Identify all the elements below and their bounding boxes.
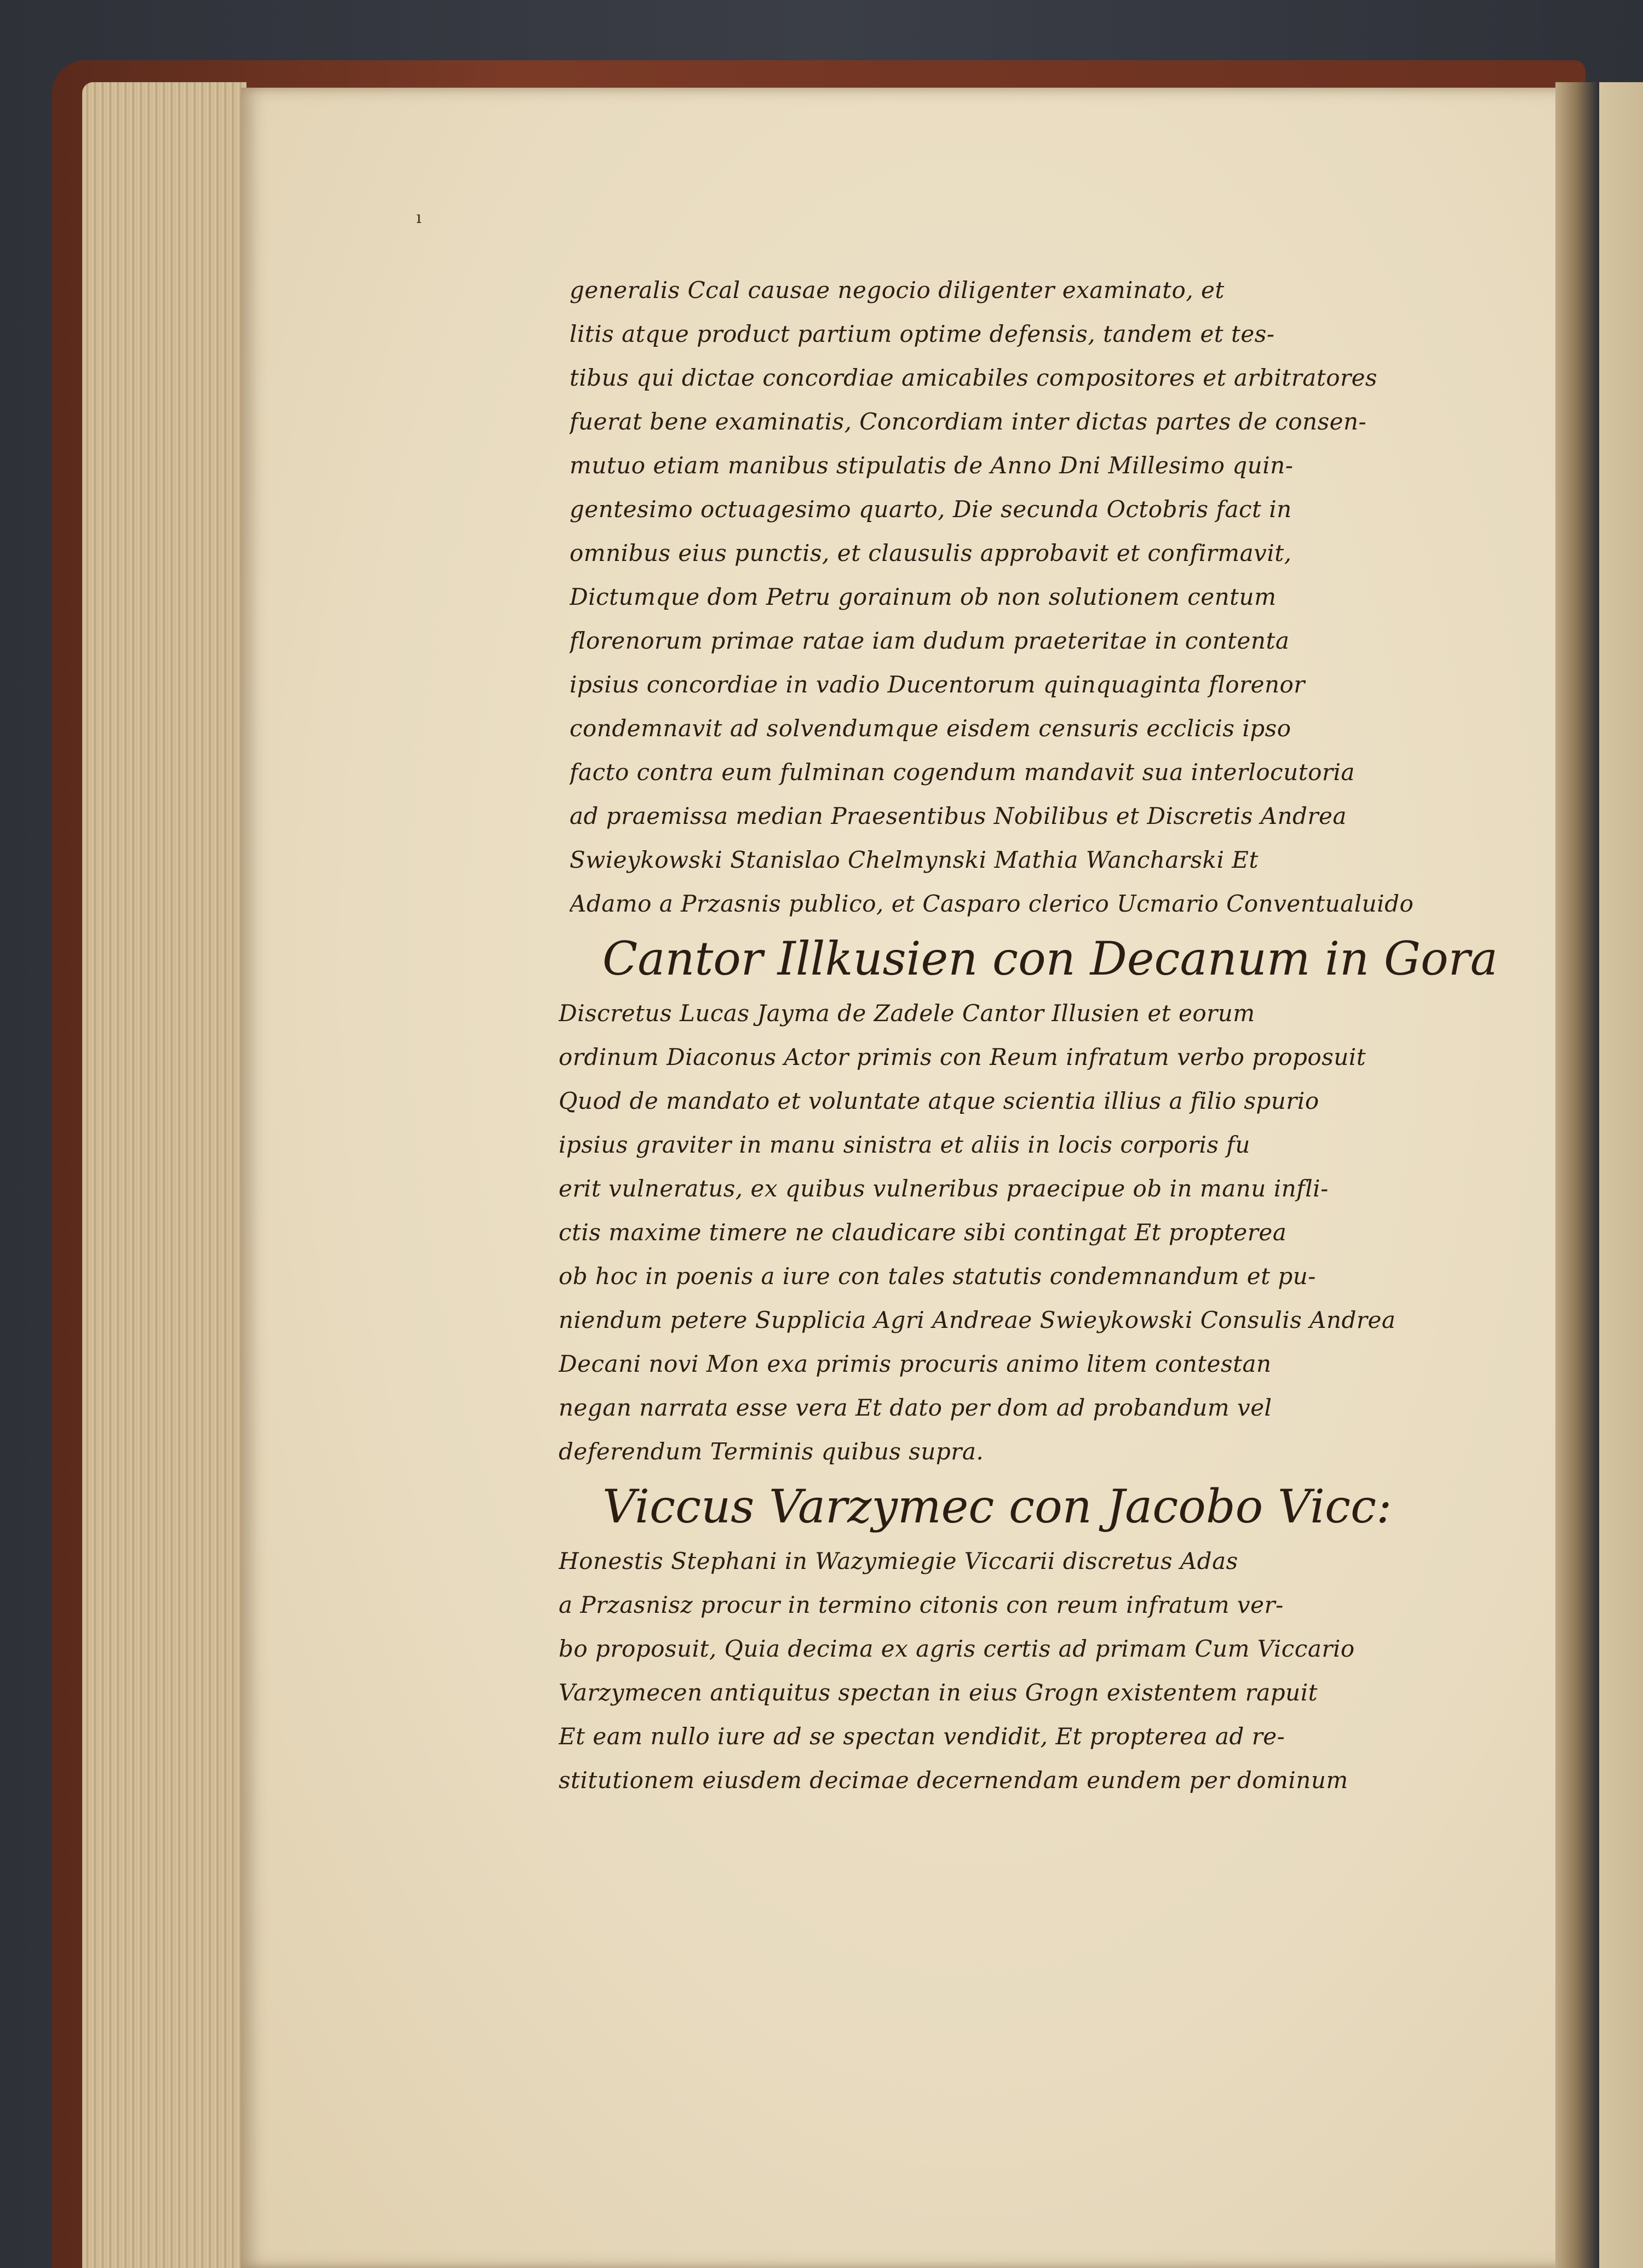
heading-2: Viccus Varzymec con Jacobo Vicc: — [602, 1480, 1392, 1533]
manuscript-line: Swieykowski Stanislao Chelmynski Mathia Wancharski Et — [570, 846, 1259, 873]
text-block-2 — [559, 992, 1490, 1474]
text-block-3 — [559, 1539, 1490, 1802]
heading-1: Cantor Illkusien con Decanum in Gora — [602, 932, 1498, 986]
manuscript-line: ctis maxime timere ne claudicare sibi contingat Et propterea — [559, 1219, 1287, 1246]
book-gutter — [1555, 82, 1599, 2268]
manuscript-line: fuerat bene examinatis, Concordiam inter dictas partes de consen- — [570, 408, 1367, 435]
manuscript-line: erit vulneratus, ex quibus vulneribus praecipue ob in manu infli- — [559, 1175, 1329, 1202]
manuscript-text — [559, 268, 1498, 1802]
manuscript-line: Adamo a Przasnis publico, et Casparo clerico Ucmario Conventualuido — [570, 890, 1414, 917]
manuscript-line: Quod de mandato et voluntate atque scientia illius a filio spurio — [559, 1087, 1319, 1114]
manuscript-line: bo proposuit, Quia decima ex agris certis ad primam Cum Viccario — [559, 1635, 1355, 1662]
manuscript-line: omnibus eius punctis, et clausulis approbavit et confirmavit, — [570, 540, 1292, 566]
manuscript-line: ordinum Diaconus Actor primis con Reum infratum verbo proposuit — [559, 1044, 1366, 1070]
manuscript-line: Discretus Lucas Jayma de Zadele Cantor Illusien et eorum — [559, 1000, 1255, 1027]
manuscript-line: negan narrata esse vera Et dato per dom ad probandum vel — [559, 1394, 1272, 1421]
manuscript-line: ob hoc in poenis a iure con tales statutis condemnandum et pu- — [559, 1263, 1316, 1290]
manuscript-line: generalis Ccal causae negocio diligenter examinato, et — [570, 277, 1225, 303]
manuscript-line: facto contra eum fulminan cogendum mandavit sua interlocutoria — [570, 759, 1355, 786]
manuscript-line: condemnavit ad solvendumque eisdem censuris ecclicis ipso — [570, 715, 1291, 742]
manuscript-line: ipsius graviter in manu sinistra et aliis in locis corporis fu — [559, 1131, 1250, 1158]
manuscript-line: tibus qui dictae concordiae amicabiles compositores et arbitratores — [570, 364, 1377, 391]
manuscript-line: deferendum Terminis quibus supra. — [559, 1438, 984, 1465]
manuscript-line: stitutionem eiusdem decimae decernendam eundem per dominum — [559, 1767, 1348, 1794]
ink-speck: ı — [416, 208, 422, 227]
manuscript-line: niendum petere Supplicia Agri Andreae Swieykowski Consulis Andrea — [559, 1307, 1396, 1333]
manuscript-line: gentesimo octuagesimo quarto, Die secunda Octobris fact in — [570, 496, 1292, 523]
text-block-1 — [570, 268, 1490, 926]
manuscript-line: Varzymecen antiquitus spectan in eius Grogn existentem rapuit — [559, 1679, 1318, 1706]
manuscript-line: litis atque product partium optime defensis, tandem et tes- — [570, 320, 1275, 347]
manuscript-line: Decani novi Mon exa primis procuris animo litem contestan — [559, 1350, 1272, 1377]
manuscript-line: a Przasnisz procur in termino citonis con reum infratum ver- — [559, 1591, 1284, 1618]
manuscript-line: Et eam nullo iure ad se spectan vendidit, Et propterea ad re- — [559, 1723, 1285, 1750]
manuscript-line: ad praemissa median Praesentibus Nobilibus et Discretis Andrea — [570, 803, 1347, 829]
manuscript-line: Honestis Stephani in Wazymiegie Viccarii discretus Adas — [559, 1548, 1238, 1574]
manuscript-line: mutuo etiam manibus stipulatis de Anno Dni Millesimo quin- — [570, 452, 1294, 479]
manuscript-line: ipsius concordiae in vadio Ducentorum quinquaginta florenor — [570, 671, 1305, 698]
manuscript-line: Dictumque dom Petru gorainum ob non solutionem centum — [570, 583, 1277, 610]
page-stack-edges — [82, 82, 246, 2268]
manuscript-line: florenorum primae ratae iam dudum praeteritae in contenta — [570, 627, 1290, 654]
